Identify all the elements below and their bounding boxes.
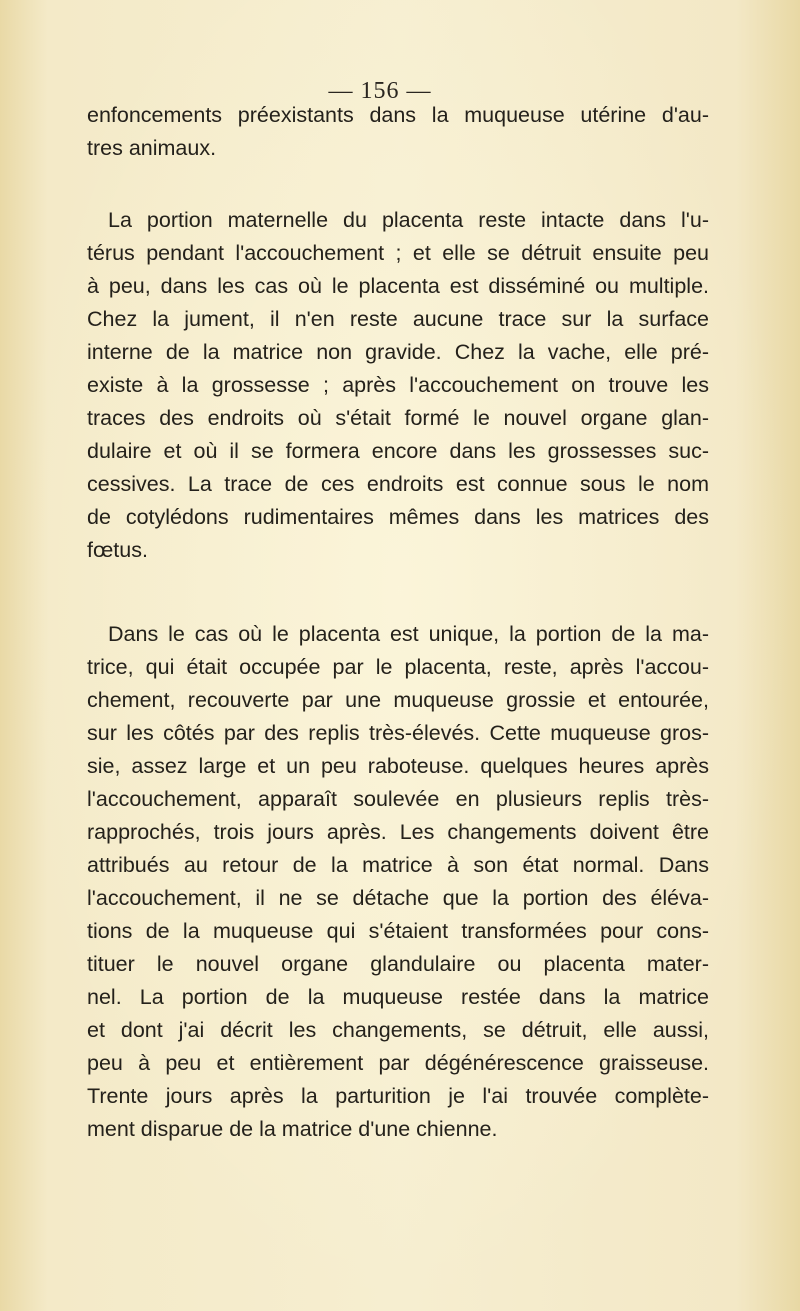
text-line: attribués au retour de la matrice à son état normal. Dans bbox=[87, 853, 709, 877]
text-line: trice, qui était occupée par le placenta, reste, après l'accou- bbox=[87, 655, 709, 679]
text-line: térus pendant l'accouchement ; et elle se détruit ensuite peu bbox=[87, 241, 709, 265]
page-number: — 156 — bbox=[328, 78, 432, 104]
text-line: La portion maternelle du placenta reste intacte dans l'u- bbox=[108, 208, 709, 232]
text-line: Trente jours après la parturition je l'ai trouvée complète- bbox=[87, 1084, 709, 1108]
text-line: cessives. La trace de ces endroits est connue sous le nom bbox=[87, 472, 709, 496]
text-line: fœtus. bbox=[87, 538, 148, 562]
text-line: interne de la matrice non gravide. Chez la vache, elle pré- bbox=[87, 340, 709, 364]
text-line: tituer le nouvel organe glandulaire ou placenta mater- bbox=[87, 952, 709, 976]
paragraph-2 bbox=[87, 204, 709, 567]
text-line: nel. La portion de la muqueuse restée dans la matrice bbox=[87, 985, 709, 1009]
text-line: Chez la jument, il n'en reste aucune trace sur la surface bbox=[87, 307, 709, 331]
text-line: l'accouchement, apparaît soulevée en plusieurs replis très- bbox=[87, 787, 709, 811]
text-line: sur les côtés par des replis très-élevés. Cette muqueuse gros- bbox=[87, 721, 709, 745]
paragraph-3 bbox=[87, 618, 709, 1146]
text-line: l'accouchement, il ne se détache que la portion des éléva- bbox=[87, 886, 709, 910]
text-line: tres animaux. bbox=[87, 136, 217, 160]
text-line: ment disparue de la matrice d'une chienne. bbox=[87, 1117, 498, 1141]
text-line: existe à la grossesse ; après l'accouchement on trouve les bbox=[87, 373, 709, 397]
text-line: et dont j'ai décrit les changements, se détruit, elle aussi, bbox=[87, 1018, 709, 1042]
text-line: sie, assez large et un peu raboteuse. quelques heures après bbox=[87, 754, 709, 778]
paragraph-1 bbox=[87, 99, 709, 165]
text-line: peu à peu et entièrement par dégénérescence graisseuse. bbox=[87, 1051, 709, 1075]
text-line: enfoncements préexistants dans la muqueuse utérine d'au- bbox=[87, 103, 709, 127]
text-line: de cotylédons rudimentaires mêmes dans les matrices des bbox=[87, 505, 709, 529]
text-line: traces des endroits où s'était formé le nouvel organe glan- bbox=[87, 406, 709, 430]
text-line: tions de la muqueuse qui s'étaient transformées pour cons- bbox=[87, 919, 709, 943]
text-line: Dans le cas où le placenta est unique, la portion de la ma- bbox=[108, 622, 709, 646]
text-line: rapprochés, trois jours après. Les changements doivent être bbox=[87, 820, 709, 844]
text-line: à peu, dans les cas où le placenta est disséminé ou multiple. bbox=[87, 274, 709, 298]
text-line: dulaire et où il se formera encore dans les grossesses suc- bbox=[87, 439, 709, 463]
text-line: chement, recouverte par une muqueuse grossie et entourée, bbox=[87, 688, 709, 712]
